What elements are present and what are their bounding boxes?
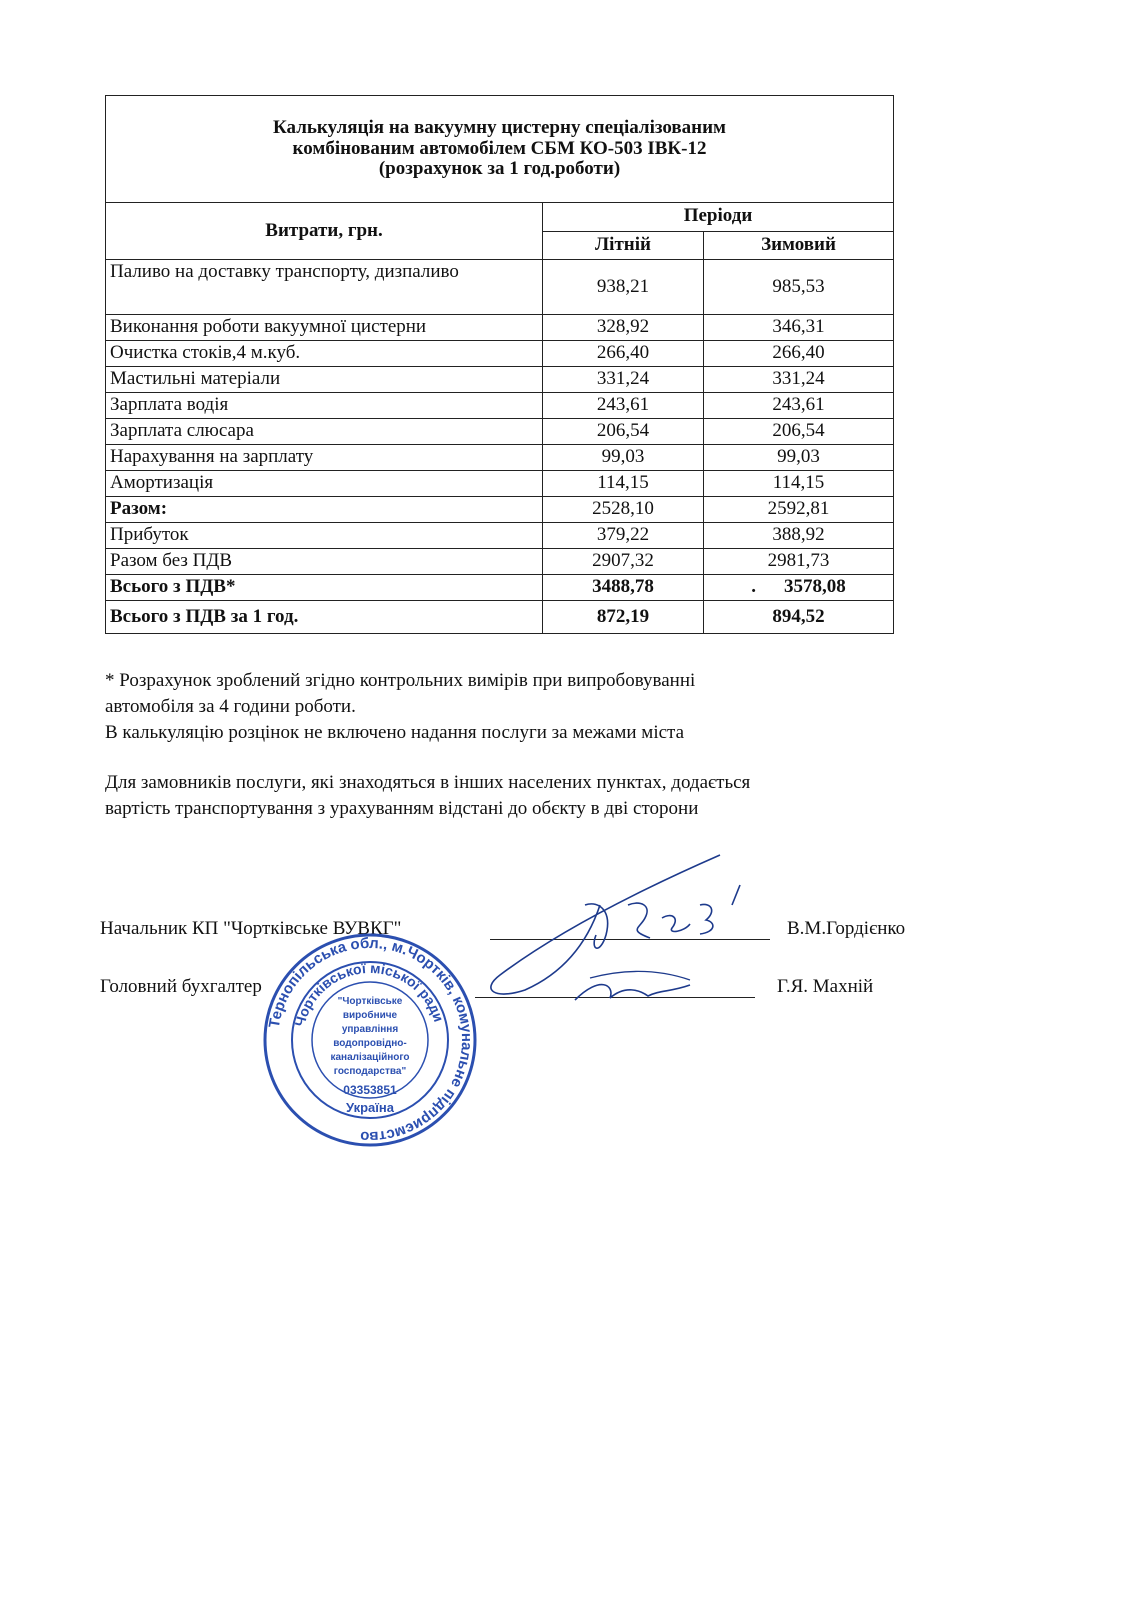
stamp-outer-text: Тернопільська обл., м.Чортків, комунальне підприємство: [265, 934, 476, 1146]
summer-value: 2528,10: [543, 497, 704, 523]
table-row-subtotal: [106, 497, 894, 523]
summer-header: Літній: [543, 231, 704, 260]
signature-line: [490, 938, 770, 940]
note-line: вартість транспортування з урахуванням відстані до обєкту в дві сторони: [105, 798, 699, 819]
winter-value: 894,52: [704, 601, 894, 634]
stamp-center-line: управління: [341, 1024, 399, 1035]
summer-value: 938,21: [543, 260, 704, 315]
row-label: Паливо на доставку транспорту, дизпаливо: [106, 260, 543, 315]
stamp-center-line: господарства": [333, 1066, 407, 1077]
table-row: [106, 471, 894, 497]
winter-value-cell: [704, 575, 894, 601]
stamp-center-line: "Чортківське: [337, 996, 403, 1007]
summer-value: 379,22: [543, 523, 704, 549]
row-label: Зарплата слюсара: [106, 419, 543, 445]
summer-value: 206,54: [543, 419, 704, 445]
summer-value: 266,40: [543, 341, 704, 367]
summer-value: 2907,32: [543, 549, 704, 575]
stamp-center-line: каналізаційного: [330, 1052, 410, 1063]
winter-value: 266,40: [704, 341, 894, 367]
row-label: Всього з ПДВ*: [106, 575, 543, 601]
row-label: Амортизація: [106, 471, 543, 497]
row-label: Виконання роботи вакуумної цистерни: [106, 315, 543, 341]
stamp-country: Україна: [345, 1100, 395, 1115]
stamp-center-line: водопровідно-: [333, 1038, 407, 1049]
winter-value: 3578,08: [784, 576, 846, 598]
director-name: В.М.Гордієнко: [787, 918, 906, 939]
summer-value: 872,19: [543, 601, 704, 634]
table-row: [106, 260, 894, 315]
row-label: Прибуток: [106, 523, 543, 549]
table-row: [106, 315, 894, 341]
note-line: В калькуляцію розцінок не включено надання послуги за межами міста: [105, 722, 685, 743]
winter-header: Зимовий: [704, 231, 894, 260]
summer-value: 243,61: [543, 393, 704, 419]
winter-value: 2592,81: [704, 497, 894, 523]
document-title: [106, 96, 894, 203]
winter-value: 206,54: [704, 419, 894, 445]
signature-line: [475, 996, 755, 998]
summer-value: 99,03: [543, 445, 704, 471]
table-row-hourly-total: [106, 601, 894, 634]
row-label: Очистка стоків,4 м.куб.: [106, 341, 543, 367]
winter-value: 243,61: [704, 393, 894, 419]
winter-value: 985,53: [704, 260, 894, 315]
winter-value: 114,15: [704, 471, 894, 497]
table-row: [106, 419, 894, 445]
summer-value: 331,24: [543, 367, 704, 393]
table-row: [106, 367, 894, 393]
summer-value: 114,15: [543, 471, 704, 497]
row-label: Разом без ПДВ: [106, 549, 543, 575]
row-label: Нарахування на зарплату: [106, 445, 543, 471]
table-row: [106, 393, 894, 419]
winter-value: 346,31: [704, 315, 894, 341]
calculation-table: [105, 95, 894, 634]
row-label: Мастильні матеріали: [106, 367, 543, 393]
table-row: [106, 341, 894, 367]
note-line: Для замовників послуги, які знаходяться в інших населених пунктах, додається: [105, 772, 751, 793]
title-line-3: (розрахунок за 1 год.роботи): [378, 158, 621, 180]
table-row: [106, 445, 894, 471]
summer-value: 328,92: [543, 315, 704, 341]
official-stamp: [265, 935, 475, 1145]
svg-text:Тернопільська обл., м.Чортків,: [266, 935, 475, 1145]
winter-value: 331,24: [704, 367, 894, 393]
accountant-signature-row: [100, 976, 960, 1006]
director-role: Начальник КП "Чортківське ВУВКГ": [100, 918, 402, 939]
table-row: [106, 523, 894, 549]
winter-prefix-mark: .: [751, 576, 757, 598]
accountant-role: Головний бухгалтер: [100, 976, 262, 997]
notes: [105, 668, 925, 822]
periods-header: Періоди: [543, 203, 894, 232]
stamp-inner-text: Чортківської міської ради: [291, 959, 448, 1029]
stamp-center-line: виробниче: [342, 1010, 398, 1021]
title-line-2: комбінованим автомобілем СБМ КО-503 ІВК-12: [292, 137, 707, 159]
stamp-code: 03353851: [343, 1083, 397, 1097]
note-line: * Розрахунок зроблений згідно контрольних вимірів при випробовуванні: [105, 670, 696, 691]
winter-value: 99,03: [704, 445, 894, 471]
note-line: автомобіля за 4 години роботи.: [105, 696, 356, 717]
table-row: [106, 549, 894, 575]
table-row-vat-total: [106, 575, 894, 601]
title-line-1: Калькуляція на вакуумну цистерну спеціалізованим: [273, 116, 726, 138]
row-label: Зарплата водія: [106, 393, 543, 419]
accountant-name: Г.Я. Махній: [777, 976, 874, 997]
row-label: Всього з ПДВ за 1 год.: [106, 601, 543, 634]
summer-value: 3488,78: [543, 575, 704, 601]
winter-value: 388,92: [704, 523, 894, 549]
costs-header: Витрати, грн.: [106, 203, 543, 260]
director-signature-row: [100, 918, 960, 948]
row-label: Разом:: [106, 497, 543, 523]
winter-value: 2981,73: [704, 549, 894, 575]
